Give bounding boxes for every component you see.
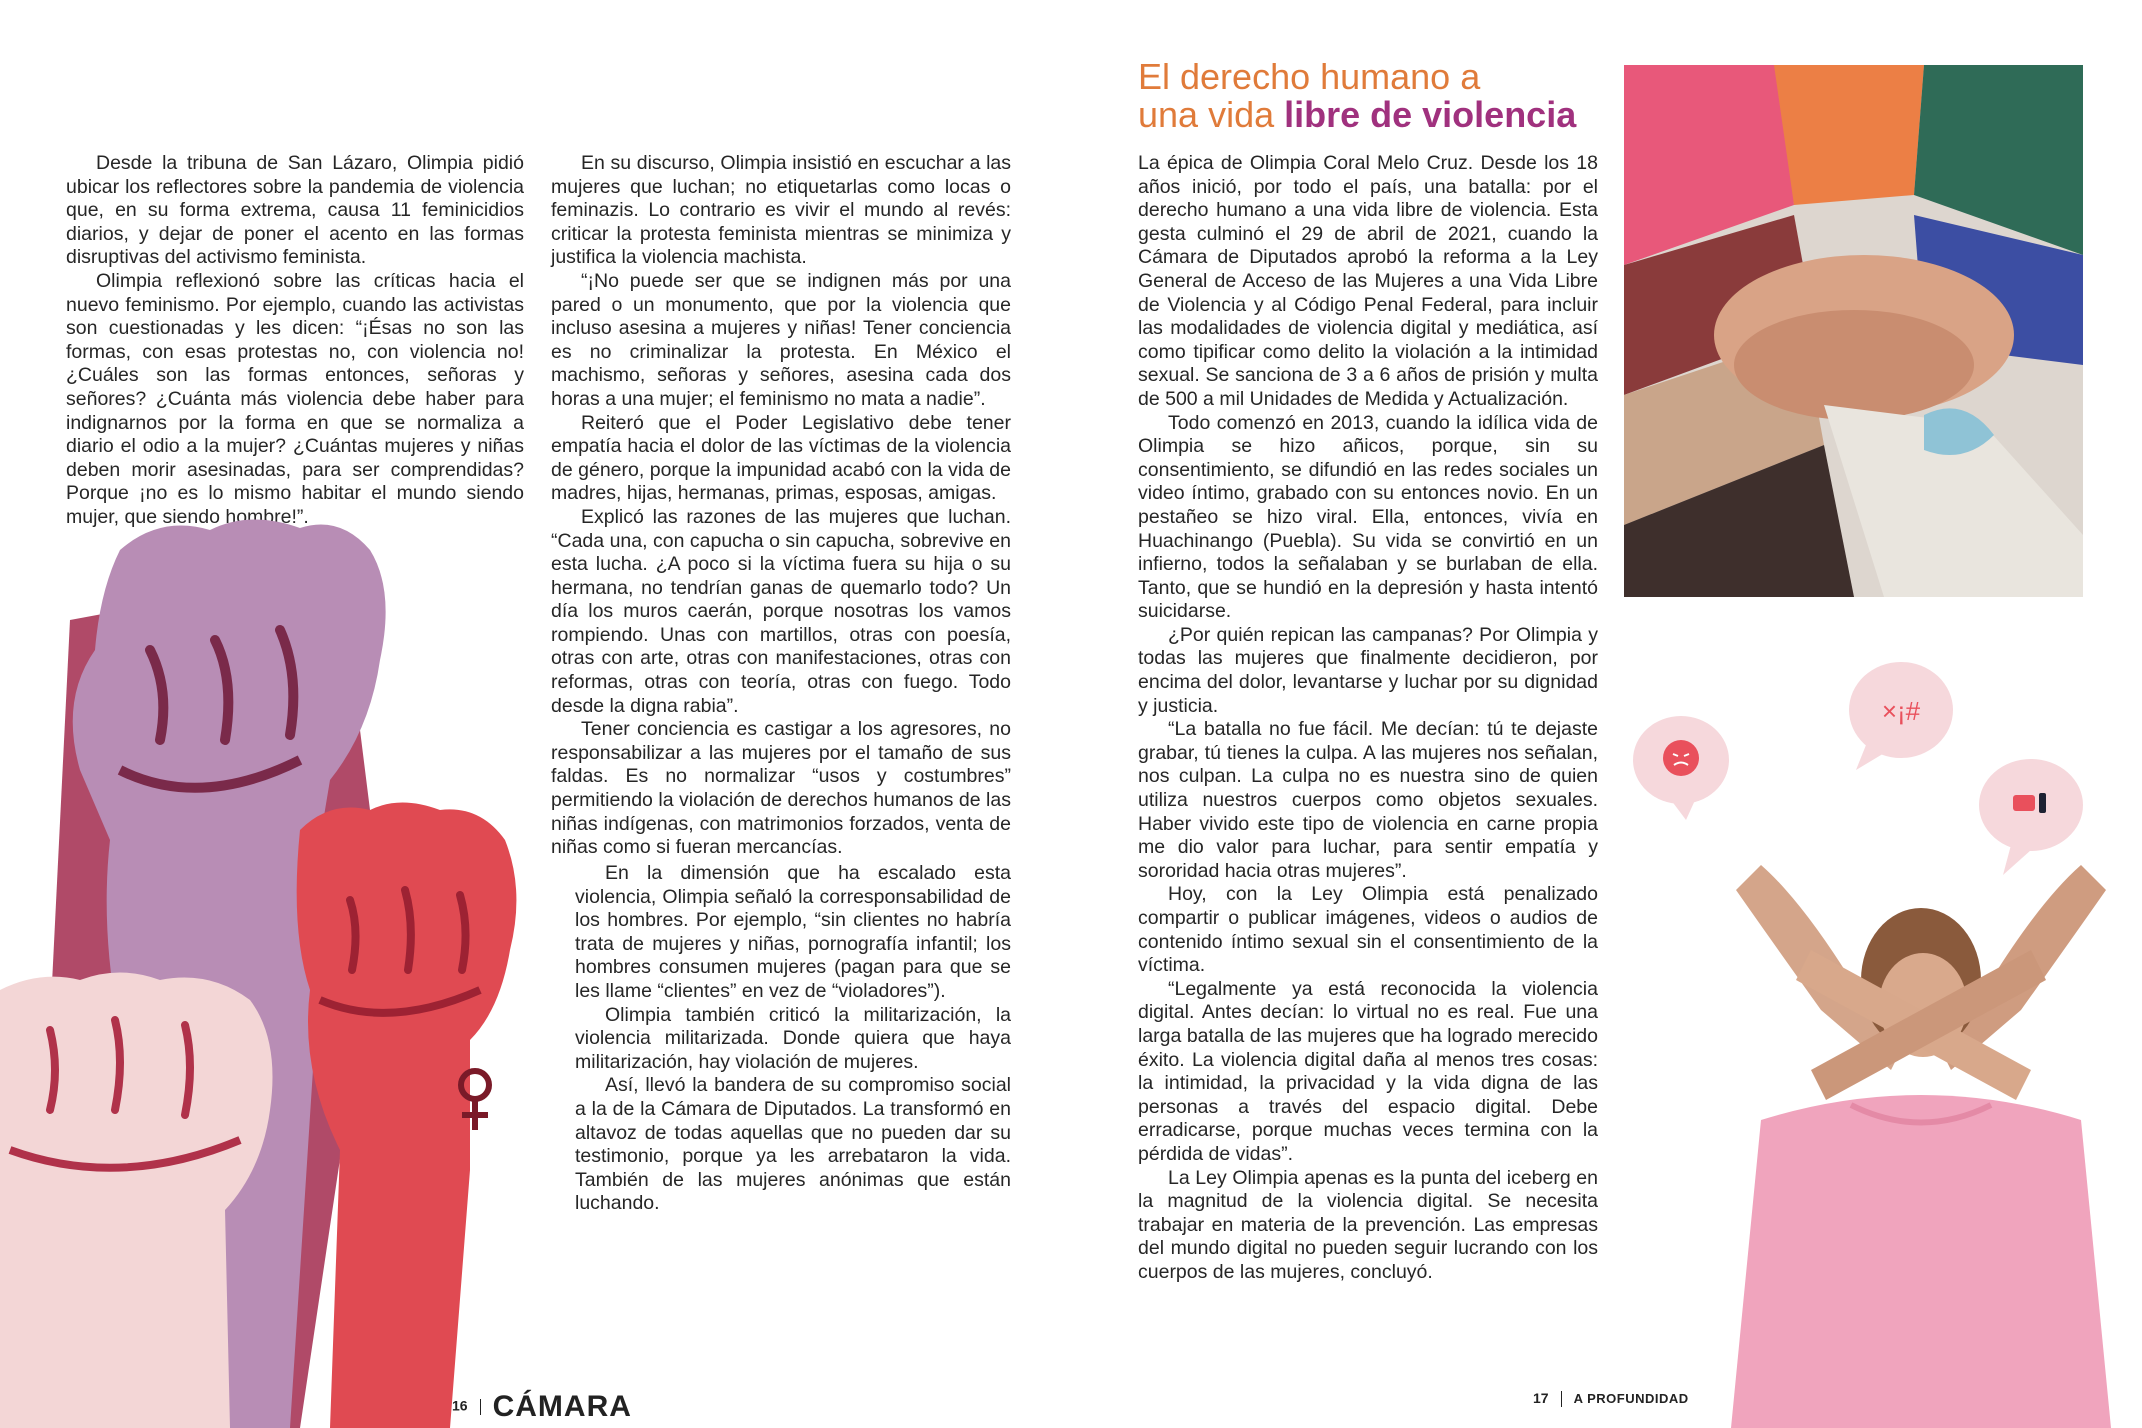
- paragraph: La Ley Olimpia apenas es la punta del iceberg en la magnitud de la violencia digital. Se necesita trabajar en materia de la prevención. Las empresas del mundo digital no pueden seguir lucrando con los cuerpos de las mujeres, concluyó.: [1138, 1166, 1598, 1283]
- woman-crossed-arms-photo: [1611, 650, 2142, 1428]
- text-column-3: [1138, 152, 1598, 1285]
- paragraph: Hoy, con la Ley Olimpia está penalizado compartir o publicar imágenes, videos o audios de contenido íntimo sexual sin el consentimiento de la víctima.: [1138, 883, 1598, 977]
- bubble-text: ×¡#: [1881, 696, 1921, 726]
- text-column-2: [551, 152, 1011, 860]
- heading-line-2: [1138, 96, 1576, 134]
- paragraph: “¡No puede ser que se indignen más por una pared o un monumento, que por la violencia que incluso asesina a mujeres y niñas! Tener conciencia es no criminalizar la protesta. En México el machismo, señoras y señores, asesina cada dos horas a una mujer; el feminismo no mata a nadie”.: [551, 269, 1011, 410]
- paragraph: “La batalla no fue fácil. Me decían: tú te dejaste grabar, tú tienes la culpa. A las mujeres nos señalan, nos culpan. La culpa no es nuestra sino de quien utiliza nuestros cuerpos como objetos sexuales. Haber vivido este tipo de violencia en carne propia me dio valor para luchar, para sentir empatía y sororidad hacia otras mujeres”.: [1138, 718, 1598, 882]
- heading-highlight: libre de violencia: [1284, 94, 1577, 135]
- raised-fists-illustration: [0, 510, 560, 1428]
- red-fist-icon: [297, 803, 517, 1428]
- stacked-hands-photo: [1624, 65, 2083, 597]
- heading-line-1: El derecho humano a: [1138, 56, 1481, 97]
- paragraph: Reiteró que el Poder Legislativo debe tener empatía hacia el dolor de las víctimas de la violencia de género, porque la impunidad acabó con la vida de madres, hijas, hermanas, primas, esposas, amigas.: [551, 411, 1011, 505]
- paragraph: “Legalmente ya está reconocida la violencia digital. Antes decían: lo virtual no es real. Fue una larga batalla de las mujeres que ha logrado merecido éxito. La violencia digital daña al menos tres cosas: la intimidad, la privacidad y la vida digna de las personas a través del espacio digital. Debe erradicarse, porque muchas veces termina con la pérdida de vidas”.: [1138, 977, 1598, 1165]
- speech-bubble-text-icon: [1849, 662, 1953, 770]
- article-heading: [1138, 58, 1576, 134]
- right-folio-text: [1533, 1390, 1689, 1407]
- paragraph: Tener conciencia es castigar a los agresores, no responsabilizar a las mujeres por el tamaño de sus faldas. Es no normalizar “usos y costumbres” permitiendo la violación de derechos humanos de las niñas indígenas, con matrimonios forzados, venta de niñas como si fueran mercancías.: [551, 718, 1011, 859]
- left-folio: [452, 1390, 632, 1424]
- paragraph: Desde la tribuna de San Lázaro, Olimpia pidió ubicar los reflectores sobre la pandemia de violencia que, en su forma extrema, causa 11 feminicidios diarios, y dejar de poner el acento en las formas disruptivas del activismo feminista.: [66, 152, 524, 269]
- paragraph: En su discurso, Olimpia insistió en escuchar a las mujeres que luchan; no etiquetarlas como locas o feminazis. Lo contrario es vivir el mundo al revés: criticar la protesta feminista mientras se minimiza y justifica la violencia machista.: [551, 152, 1011, 269]
- right-page: [1071, 0, 2142, 1428]
- page-number: 16: [452, 1397, 468, 1414]
- page-number: 17: [1533, 1390, 1549, 1406]
- text-column-2-wrap: [575, 862, 1011, 1216]
- paragraph: Explicó las razones de las mujeres que luchan. “Cada una, con capucha o sin capucha, sobrevive en esta lucha. ¿A poco si la víctima fuera su hija o su hermana, no tendrían ganas de quemarlo todo? Un día los muros caerán, porque nosotras los vamos rompiendo. Unas con martillos, otras con poesía, otras con arte, otras con manifestaciones, otras con reformas, otras con teoría, otras con fuego. Todo desde la digna rabia”.: [551, 505, 1011, 717]
- section-name: A PROFUNDIDAD: [1573, 1391, 1689, 1406]
- brand-logo: CÁMARA: [492, 1390, 632, 1423]
- paragraph: En la dimensión que ha escalado esta violencia, Olimpia señaló la corresponsabilidad de los hombres. Por ejemplo, “sin clientes no habría trata de mujeres y niñas, pornografía infantil; los hombres consumen mujeres (pagan para que se les llame “clientes” en vez de “violadores”).: [575, 862, 1011, 1002]
- paragraph: Todo comenzó en 2013, cuando la idílica vida de Olimpia se hizo añicos, porque, sin su consentimiento, se difundió en las redes sociales un video íntimo, grabado con su entonces novio. En un pestañeo se hizo viral. Ella, entonces, vivía en Huachinango (Puebla). Su vida se convirtió en un infierno, todos la señalaban y se burlaban de ella. Tanto, que se hundió en la depresión y hasta intentó suicidarse.: [1138, 411, 1598, 623]
- text-column-1: [66, 152, 524, 530]
- speech-bubble-angry-icon: [1633, 716, 1729, 820]
- paragraph: Olimpia también criticó la militarización, la violencia militarizada. Donde quiera que haya militarización, hay violación de mujeres.: [575, 1003, 1011, 1073]
- paragraph: La épica de Olimpia Coral Melo Cruz. Desde los 18 años inició, por todo el país, una batalla: por el derecho humano a una vida libre de violencia. Esta gesta culminó el 29 de abril de 2021, cuando la Cámara de Diputados aprobó la reforma a la Ley General de Acceso de las Mujeres a una Vida Libre de Violencia y al Código Penal Federal, para incluir las modalidades de violencia digital y mediática, así como tipificar como delito la violación a la intimidad sexual. Se sanciona de 3 a 6 años de prisión y multa de 500 a mil Unidades de Medida y Actualización.: [1138, 152, 1598, 410]
- paragraph: Así, llevó la bandera de su compromiso social a la de la Cámara de Diputados. La transformó en altavoz de todas aquellas que no pueden dar su testimonio, porque ya les arrebataron la vida. También de las mujeres anónimas que están luchando.: [575, 1074, 1011, 1215]
- speech-bubble-dislike-icon: [1979, 759, 2083, 875]
- heading-line-2-pre: una vida: [1138, 94, 1285, 135]
- paragraph: ¿Por quién repican las campanas? Por Olimpia y todas las mujeres que finalmente decidieron, por encima del dolor, levantarse y luchar por su dignidad y justicia.: [1138, 623, 1598, 717]
- paragraph: Olimpia reflexionó sobre las críticas hacia el nuevo feminismo. Por ejemplo, cuando las activistas son cuestionadas y les dicen: “¡Ésas no son las formas, con esas protestas no, con violencia no! ¿Cuáles son las formas entonces, señoras y señores? ¿Cuánta más violencia debe haber para indignarnos por la forma en que se normaliza a diario el odio a la mujer? ¿Cuántas mujeres y niñas deben morir asesinadas, para ser comprendidas? Porque ¡no es lo mismo habitar el mundo siendo mujer, que siendo hombre!”.: [66, 269, 524, 528]
